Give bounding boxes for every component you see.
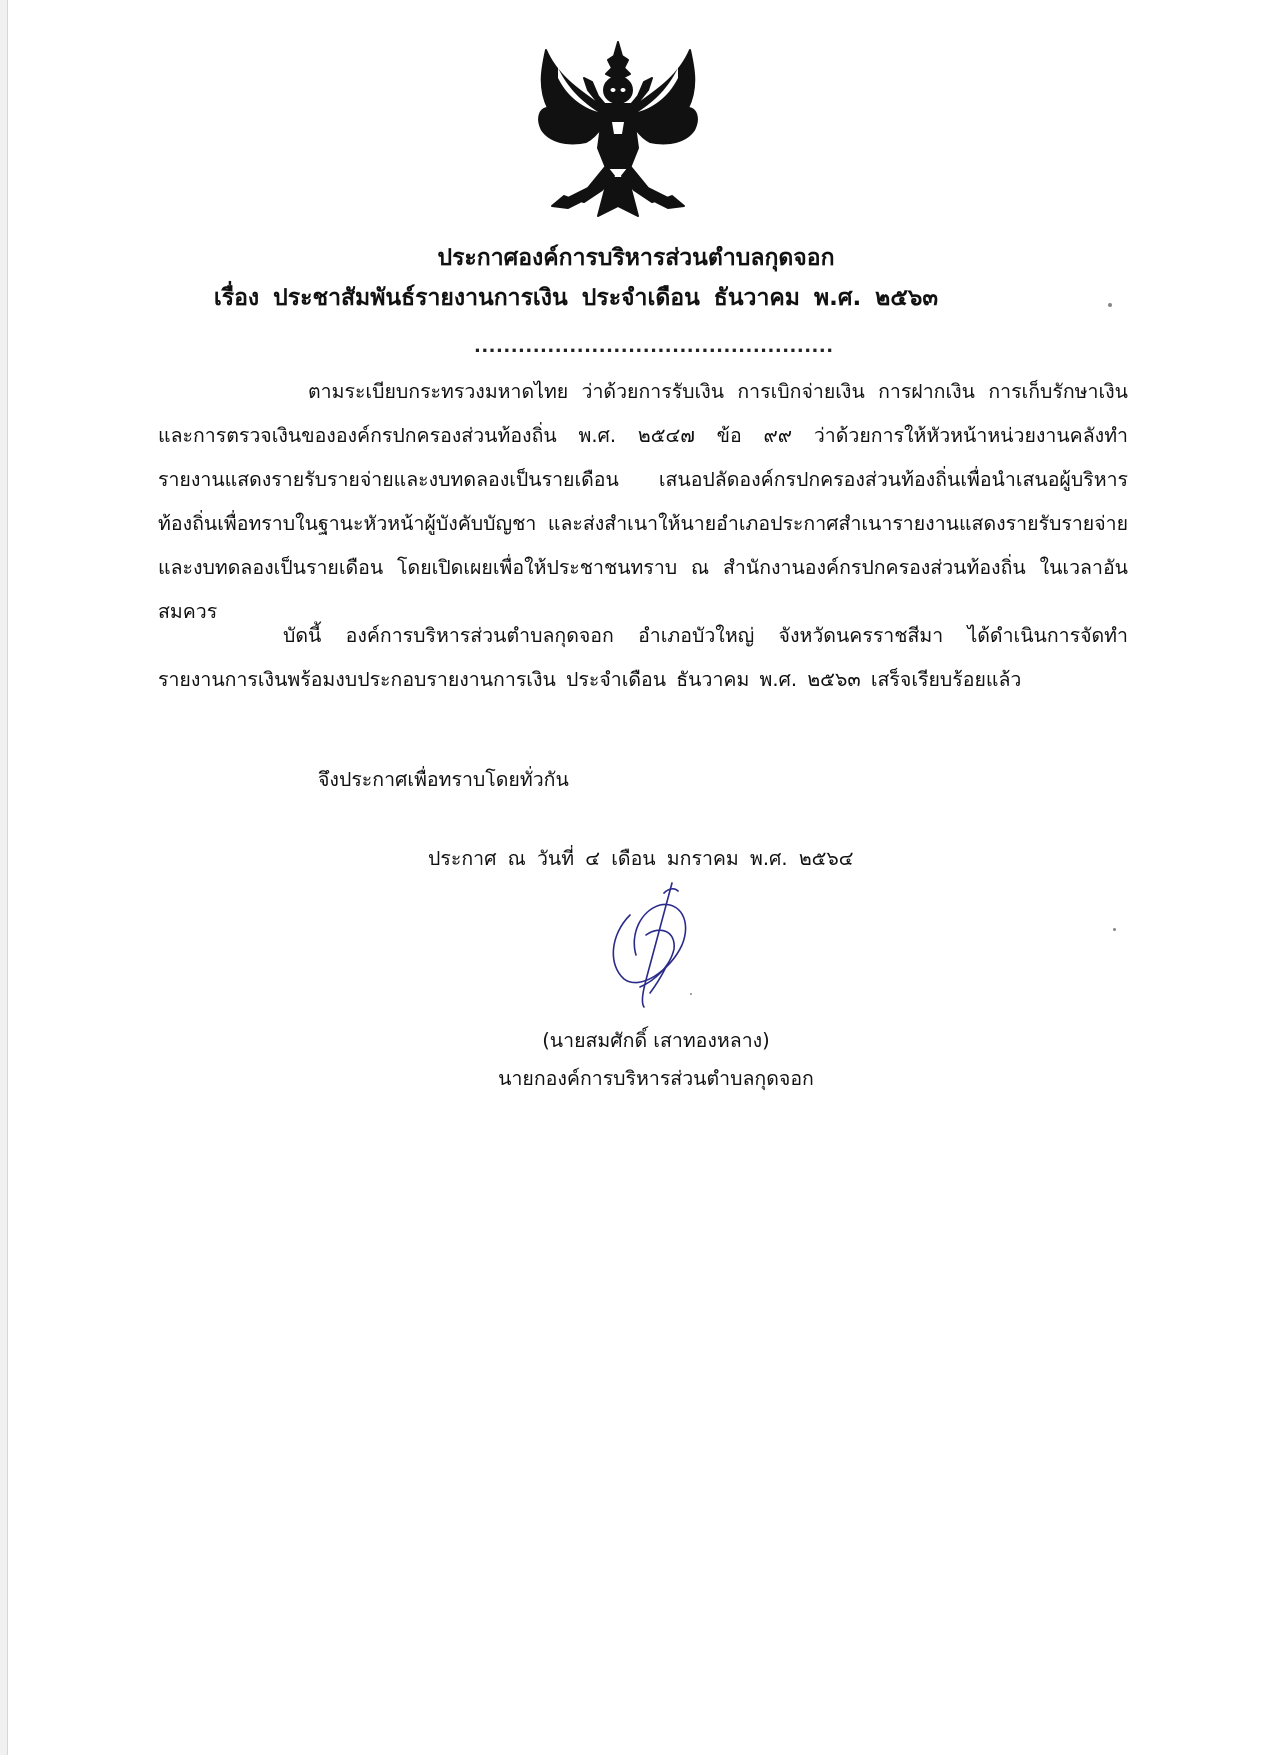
document-title: ประกาศองค์การบริหารส่วนตำบลกุดจอก — [437, 245, 835, 271]
handwritten-signature-icon — [600, 875, 720, 1015]
body-paragraph-2: บัดนี้ องค์การบริหารส่วนตำบลกุดจอก อำเภอบัวใหญ่ จังหวัดนครราชสีมา ได้ดำเนินการจัดทำรายงานการเงินพร้อมงบประกอบรายงานการเงิน ประจำเดือน ธันวาคม พ.ศ. ๒๕๖๓ เสร็จเรียบร้อยแล้ว — [158, 624, 1128, 691]
paper-speck — [1108, 303, 1112, 307]
title-separator: ................................................. — [474, 336, 834, 357]
paper-speck — [1113, 928, 1116, 931]
garuda-emblem-icon — [528, 38, 708, 228]
announcement-date: ประกาศ ณ วันที่ ๔ เดือน มกราคม พ.ศ. ๒๕๖๔ — [428, 847, 854, 870]
signer-name: (นายสมศักดิ์ เสาทองหลาง) — [542, 1029, 770, 1052]
document-page — [8, 0, 1276, 1755]
closing-statement: จึงประกาศเพื่อทราบโดยทั่วกัน — [318, 768, 569, 791]
body-paragraph-1: ตามระเบียบกระทรวงมหาดไทย ว่าด้วยการรับเงิน การเบิกจ่ายเงิน การฝากเงิน การเก็บรักษาเงิน และการตรวจเงินขององค์กรปกครองส่วนท้องถิ่น พ.ศ. ๒๕๔๗ ข้อ ๙๙ ว่าด้วยการให้หัวหน้าหน่วยงานคลังทำรายงานแสดงรายรับรายจ่ายและงบทดลองเป็นรายเดือน เสนอปลัดองค์กรปกครองส่วนท้องถิ่นเพื่อนำเสนอผู้บริหารท้องถิ่นเพื่อทราบในฐานะหัวหน้าผู้บังคับบัญชา และส่งสำเนาให้นายอำเภอประกาศสำเนารายงานแสดงรายรับรายจ่ายและงบทดลองเป็นรายเดือน โดยเปิดเผยเพื่อให้ประชาชนทราบ ณ สำนักงานองค์กรปกครองส่วนท้องถิ่น ในเวลาอันสมควร — [158, 380, 1128, 623]
paper-speck — [690, 993, 692, 995]
document-subject: เรื่อง ประชาสัมพันธ์รายงานการเงิน ประจำเดือน ธันวาคม พ.ศ. ๒๕๖๓ — [213, 285, 939, 311]
signer-title: นายกองค์การบริหารส่วนตำบลกุดจอก — [498, 1067, 814, 1090]
